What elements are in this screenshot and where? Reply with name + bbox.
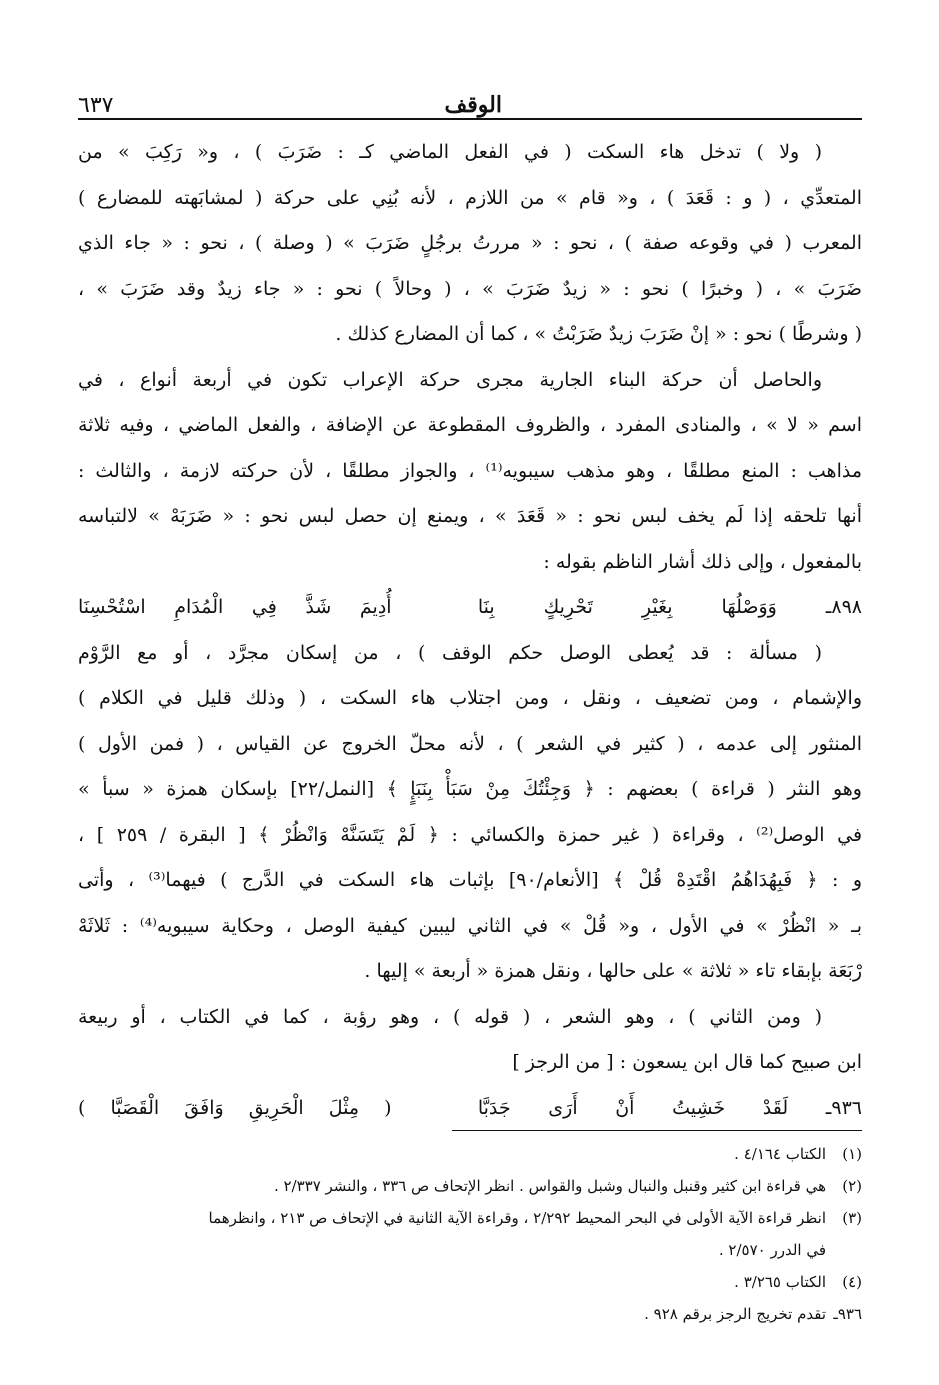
footnote-text: الكتاب ٤/١٦٤ .: [734, 1145, 826, 1163]
verse-second-hemistich: ( مِثْلَ الْحَرِيقِ وَافَقَ الْقَصَبَّا ): [78, 1096, 392, 1119]
running-header: [78, 86, 862, 120]
verse-first-hemistich: ٨٩٨ـ وَوَصْلُهَا بِغَيْرِ تَحْرِيكٍ بِنَا: [477, 596, 862, 618]
text-line: ابن صبيح كما قال ابن يسعون : [ من الرجز ]: [512, 1051, 862, 1073]
footnote-marker: (٣): [842, 1209, 862, 1227]
verse-second-hemistich: أُدِيمَ شَذَّ فِي الْمُدَامِ اسْتُحْسِنَا: [78, 596, 392, 618]
text-line: اسم « لا » ، والمنادى المفرد ، والظروف المقطوعة عن الإضافة ، والفعل الماضي ، وفيه ثلاثة: [78, 414, 862, 436]
footnote-text: في الدرر ٢/٥٧٠ .: [718, 1241, 826, 1259]
text-line: أنها تلحقه إذا لَم يخف لبس نحو : « قَعَدَ » ، ويمنع إن حصل لبس نحو : « ضَرَبَهْ » لالتباسه: [78, 505, 862, 527]
verse-936: [78, 1086, 862, 1132]
text-line: والحاصل أن حركة البناء الجارية مجرى حركة الإعراب تكون في أربعة أنواع ، في: [78, 368, 822, 391]
text-line: ( مسألة : قد يُعطى الوصل حكم الوقف ) ، من إسكان مجرَّد ، أو مع الرَّوْم: [78, 641, 822, 664]
footnote-text: تقدم تخريج الرجز برقم ٩٢٨ .: [644, 1305, 826, 1323]
footnote-text: انظر قراءة الآية الأولى في البحر المحيط ٢/٢٩٢ ، وقراءة الآية الثانية في الإتحاف ص ٢١٣ ، وانظرهما: [208, 1209, 826, 1227]
footnote-text: الكتاب ٣/٢٦٥ .: [734, 1273, 826, 1291]
text-line: ( وشرطًا ) نحو : « إنْ ضَرَبَ زيدٌ ضَرَبْتُ » ، كما أن المضارع كذلك .: [335, 323, 862, 345]
text-line: ( ومن الثاني ) ، وهو الشعر ، ( قوله ) ، وهو رؤبة ، كما في الكتاب ، أو ربيعة: [78, 1005, 822, 1028]
text-line: رْبَعَة بإبقاء تاء « ثلاثة » على حالها ، ونقل همزة « أربعة » إليها .: [364, 960, 862, 982]
footnote-marker: (٢): [842, 1177, 862, 1195]
page: [78, 86, 862, 1131]
footnote-marker: ٩٣٦ـ: [833, 1305, 862, 1323]
verse-first-hemistich: ٩٣٦ـ لَقَدْ خَشِيتُ أَنْ أَرَى جَدَبَّا: [477, 1096, 862, 1119]
footnote: [88, 1138, 862, 1170]
verse-898: [78, 585, 862, 631]
chapter-title: الوقف: [444, 92, 502, 118]
text-line: و : ﴿ فَبِهُدَاهُمُ اقْتَدِهْ قُلْ ﴾ [الأنعام/٩٠] بإثبات هاء السكت في الدَّرج ) فيهما⁽³⁾ ، وأتى: [78, 869, 862, 891]
footnote: [88, 1202, 862, 1234]
text-line: ( ولا ) تدخل هاء السكت ( في الفعل الماضي كـ : ضَرَبَ ) ، و« رَكِبَ » من: [78, 141, 822, 163]
footnote-marker: [826, 1234, 862, 1266]
footnote: [88, 1170, 862, 1202]
footnotes: [88, 1138, 862, 1330]
footnote-divider: [452, 1130, 862, 1131]
text-line: ضَرَبَ » ، ( وخبرًا ) نحو : « زيدٌ ضَرَبَ » ، ( وحالاً ) نحو : « جاء زيدٌ وقد ضَرَبَ » ،: [78, 277, 862, 300]
text-line: وهو النثر ( قراءة ) بعضهم : ﴿ وَجِئْتُكَ مِنْ سَبَأْ بِنَبَإٍ ﴾ [النمل/٢٢] بإسكان همزة « سبأ »: [78, 778, 862, 800]
page-number: ٦٣٧: [78, 93, 114, 118]
footnote-marker: (٤): [842, 1273, 862, 1291]
footnote-continuation: [88, 1234, 862, 1266]
text-line: والإشمام ، ومن تضعيف ، ونقل ، ومن اجتلاب هاء السكت ، ( وذلك قليل في الكلام ): [78, 687, 862, 709]
text-line: بـ « انْظُرْ » في الأول ، و« قُلْ » في الثاني ليبين كيفية الوصل ، وحكاية سيبويه⁽⁴⁾ : ثَلاثَهْ: [78, 914, 862, 937]
footnote: [88, 1298, 862, 1330]
text-line: في الوصل⁽²⁾ ، وقراءة ( غير حمزة والكسائي : ﴿ لَمْ يَتَسَنَّهْ وَانْظُرْ ﴾ [ البقرة / ٢٥٩ ] ،: [78, 823, 862, 846]
footnote: [88, 1266, 862, 1298]
footnote-text: هي قراءة ابن كثير وقنبل والنبال وشبل والقواس . انظر الإتحاف ص ٣٣٦ ، والنشر ٢/٣٣٧ .: [273, 1177, 826, 1195]
text-line: مذاهب : المنع مطلقًا ، وهو مذهب سيبويه⁽¹⁾ ، والجواز مطلقًا ، لأن حركته لازمة ، والثالث :: [78, 459, 862, 482]
text-line: المنثور إلى عدمه ، ( كثير في الشعر ) ، لأنه محلّ الخروج عن القياس ، ( فمن الأول ): [78, 732, 862, 755]
text-line: بالمفعول ، وإلى ذلك أشار الناظم بقوله :: [543, 550, 862, 573]
text-line: المعرب ( في وقوعه صفة ) ، نحو : « مررتُ برجُلٍ ضَرَبَ » ( وصلة ) ، نحو : « جاء الذي: [78, 232, 862, 254]
text-line: المتعدِّي ، ( و : قَعَدَ ) ، و« قام » من اللازم ، لأنه بُنِي على حركة ( لمشابَهته للمضارع ): [78, 186, 862, 209]
main-text: [78, 130, 862, 1131]
footnote-marker: (١): [842, 1145, 862, 1163]
